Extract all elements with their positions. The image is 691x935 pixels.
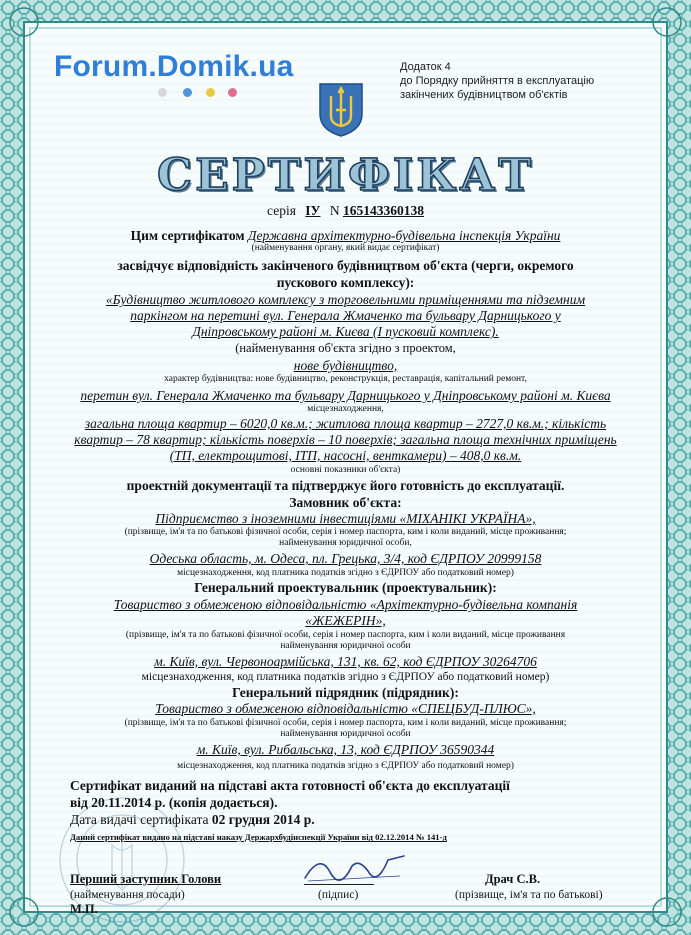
watermark-dot xyxy=(158,88,167,97)
contractor-address-caption: місцезнаходження, код платника податків згідно з ЄДРПОУ або податковий номер) xyxy=(177,761,514,771)
coat-of-arms-icon xyxy=(317,82,365,138)
position-caption: (найменування посади) xyxy=(70,889,185,901)
customer-name: Підприємство з іноземними інвестиціями «МІХАНІКІ УКРАЇНА», xyxy=(155,511,536,526)
series-line xyxy=(60,203,631,219)
watermark-dot xyxy=(206,88,215,97)
basis-line: від 20.11.2014 р. (копія додається). xyxy=(70,795,278,810)
customer-caption: найменування юридичної особи, xyxy=(279,538,412,548)
designer-name: «ЖЕЖЕРІН», xyxy=(305,613,386,628)
contractor-caption: найменування юридичної особи xyxy=(280,729,411,739)
signer-position: Перший заступник Голови xyxy=(70,872,222,886)
certificate-number: 165143360138 xyxy=(342,203,424,218)
indicators-line: загальна площа квартир – 6020,0 кв.м.; житлова площа квартир – 2727,0 кв.м.; кількість xyxy=(84,416,607,431)
customer-heading: Замовник об'єкта: xyxy=(289,495,402,510)
basis-line: Сертифікат виданий на підставі акта готовності об'єкта до експлуатації xyxy=(70,778,510,793)
annex-note xyxy=(400,60,630,102)
designer-heading: Генеральний проектувальник (проектувальник): xyxy=(194,580,497,595)
customer-address-caption: місцезнаходження, код платника податків згідно з ЄДРПОУ або податковий номер) xyxy=(177,568,514,578)
customer-caption: (прізвище, ім'я та по батькові фізичної особи, серія і номер паспорта, ким і коли виданий, місце проживання; xyxy=(124,527,567,537)
object-name-line: Дніпровському районі м. Києва (І пусковий комплекс). xyxy=(192,324,499,339)
object-name-line: «Будівництво житлового комплексу з торговельними приміщеннями та підземним xyxy=(105,292,586,307)
object-caption: (найменування об'єкта згідно з проектом, xyxy=(235,341,456,355)
object-name-line: паркінгом на перетині вул. Генерала Жмаченко та бульвару Дарницького у xyxy=(130,308,561,323)
designer-name: Товариство з обмеженою відповідальністю «Архітектурно-будівельна компанія xyxy=(113,597,578,612)
signature-line xyxy=(304,884,374,885)
location-caption: місцезнаходження, xyxy=(307,404,384,414)
series-label: серія xyxy=(267,203,296,218)
indicators-line: квартир – 78 квартир; кількість поверхів – 10 поверхів; загальна площа технічних приміщень xyxy=(74,432,617,447)
contractor-heading: Генеральний підрядник (підрядник): xyxy=(232,685,459,700)
location-value: перетин вул. Генерала Жмаченко та бульвару Дарницького у Дніпровському районі м. Києва xyxy=(80,388,611,403)
handwritten-signature xyxy=(300,848,410,888)
issue-date-line xyxy=(70,812,630,828)
watermark-logo: Forum.Domik.ua xyxy=(54,50,294,83)
certifies-line: засвідчує відповідність закінченого будівництвом об'єкта (черги, окремого xyxy=(117,258,574,273)
contractor-name: Товариство з обмеженою відповідальністю «СПЕЦБУД-ПЛЮС», xyxy=(155,701,536,716)
issuer-prefix: Цим сертифікатом xyxy=(130,228,245,243)
construction-type: нове будівництво, xyxy=(293,358,398,373)
annex-line: закінчених будівництвом об'єктів xyxy=(400,89,568,101)
stamp-mark: М.П. xyxy=(70,902,98,916)
designer-caption: (прізвище, ім'я та по батькові фізичної особи, серія і номер паспорта, ким і коли виданий, місце проживання xyxy=(125,630,566,640)
contractor-address: м. Київ, вул. Рибальська, 13, код ЄДРПОУ 36590344 xyxy=(196,742,495,757)
construction-caption: характер будівництва: нове будівництво, реконструкція, реставрація, капітальний ремонт, xyxy=(164,374,527,384)
designer-address: м. Київ, вул. Червоноармійська, 131, кв. 62, код ЄДРПОУ 30264706 xyxy=(154,654,537,669)
watermark-dot xyxy=(183,88,192,97)
certificate-title: СЕРТИФІКАТ xyxy=(157,150,534,201)
annex-line: Додаток 4 xyxy=(400,61,451,73)
name-caption: (прізвище, ім'я та по батькові) xyxy=(455,889,603,901)
issuer-line xyxy=(60,228,631,244)
issuer-name: Державна архітектурно-будівельна інспекція України xyxy=(247,228,561,243)
designer-caption: найменування юридичної особи xyxy=(280,641,411,651)
conformity-statement: проектній документації та підтверджує його готовність до експлуатації. xyxy=(126,478,565,493)
indicators-caption: основні показники об'єкта) xyxy=(290,465,401,475)
order-reference: Даний сертифікат видано на підставі наказу Держархбудінспекції України від 02.12.2014 № 141-д xyxy=(70,832,447,842)
customer-address: Одеська область, м. Одеса, пл. Грецька, 3/4, код ЄДРПОУ 20999158 xyxy=(149,551,542,566)
issuer-caption: (найменування органу, який видає сертифікат) xyxy=(251,243,440,253)
series-value: ІУ xyxy=(305,203,321,218)
indicators-line: (ТП, електрощитові, ІТП, насосні, венткамери) – 408,0 кв.м. xyxy=(169,448,522,463)
issue-date: 02 грудня 2014 р. xyxy=(211,812,315,827)
watermark-dot xyxy=(228,88,237,97)
signer-name: Драч С.В. xyxy=(485,872,541,886)
issue-date-label: Дата видачі сертифіката xyxy=(70,812,212,827)
designer-address-caption: місцезнаходження, код платника податків згідно з ЄДРПОУ або податковий номер) xyxy=(141,671,550,683)
annex-line: до Порядку прийняття в експлуатацію xyxy=(400,75,595,87)
certifies-line: пускового комплексу): xyxy=(276,275,415,290)
number-label: N xyxy=(329,203,340,218)
contractor-caption: (прізвище, ім'я та по батькові фізичної особи, серія і номер паспорта, ким і коли виданий, місце проживання; xyxy=(124,718,567,728)
signature-caption: (підпис) xyxy=(318,889,359,901)
